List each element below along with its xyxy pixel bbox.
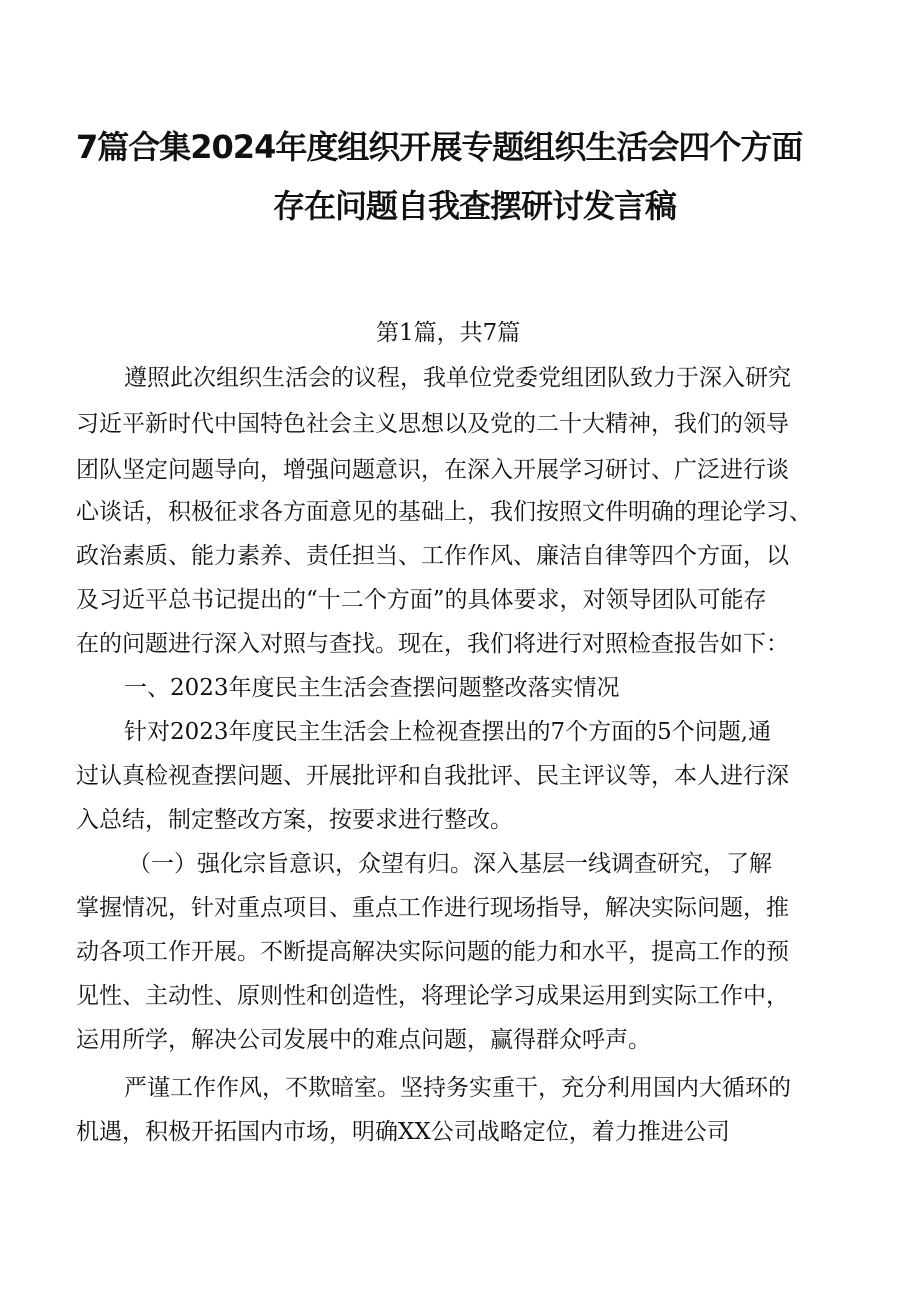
- document-title-line-2: 存在问题自我查摆研讨发言稿: [273, 187, 677, 225]
- paragraph-line: 机遇，积极开拓国内市场，明确XX公司战略定位，着力推进公司: [76, 1119, 730, 1145]
- section-heading: 一、2023年度民主生活会查摆问题整改落实情况: [124, 675, 620, 701]
- paragraph-line: 过认真检视查摆问题、开展批评和自我批评、民主评议等，本人进行深: [76, 763, 789, 789]
- paragraph-line: （一）强化宗旨意识，众望有归。深入基层一线调查研究，了解: [128, 851, 772, 877]
- paragraph-line: 严谨工作作风，不欺暗室。坚持务实重干，充分利用国内大循环的: [124, 1075, 791, 1101]
- paragraph-line: 政治素质、能力素养、责任担当、工作作风、廉洁自律等四个方面，以: [76, 543, 789, 569]
- paragraph-line: 掌握情况，针对重点项目、重点工作进行现场指导，解决实际问题，推: [76, 895, 789, 921]
- part-indicator: 第1篇，共7篇: [376, 320, 521, 346]
- paragraph-line: 针对2023年度民主生活会上检视查摆出的7个方面的5个问题,通: [124, 719, 772, 745]
- paragraph-line: 心谈话，积极征求各方面意见的基础上，我们按照文件明确的理论学习、: [76, 499, 812, 525]
- paragraph-line: 习近平新时代中国特色社会主义思想以及党的二十大精神，我们的领导: [76, 411, 789, 437]
- paragraph-line: 入总结，制定整改方案，按要求进行整改。: [76, 807, 513, 833]
- paragraph-line: 及习近平总书记提出的“十二个方面”的具体要求，对领导团队可能存: [76, 587, 767, 613]
- paragraph-line: 在的问题进行深入对照与查找。现在，我们将进行对照检查报告如下：: [76, 631, 789, 657]
- paragraph-line: 运用所学，解决公司发展中的难点问题，赢得群众呼声。: [76, 1027, 651, 1053]
- paragraph-line: 遵照此次组织生活会的议程，我单位党委党组团队致力于深入研究: [124, 365, 791, 391]
- paragraph-line: 团队坚定问题导向，增强问题意识，在深入开展学习研讨、广泛进行谈: [76, 457, 789, 483]
- document-title-line-1: 7篇合集2024年度组织开展专题组织生活会四个方面: [76, 128, 803, 166]
- paragraph-line: 动各项工作开展。不断提高解决实际问题的能力和水平，提高工作的预: [76, 939, 789, 965]
- paragraph-line: 见性、主动性、原则性和创造性，将理论学习成果运用到实际工作中，: [76, 983, 789, 1009]
